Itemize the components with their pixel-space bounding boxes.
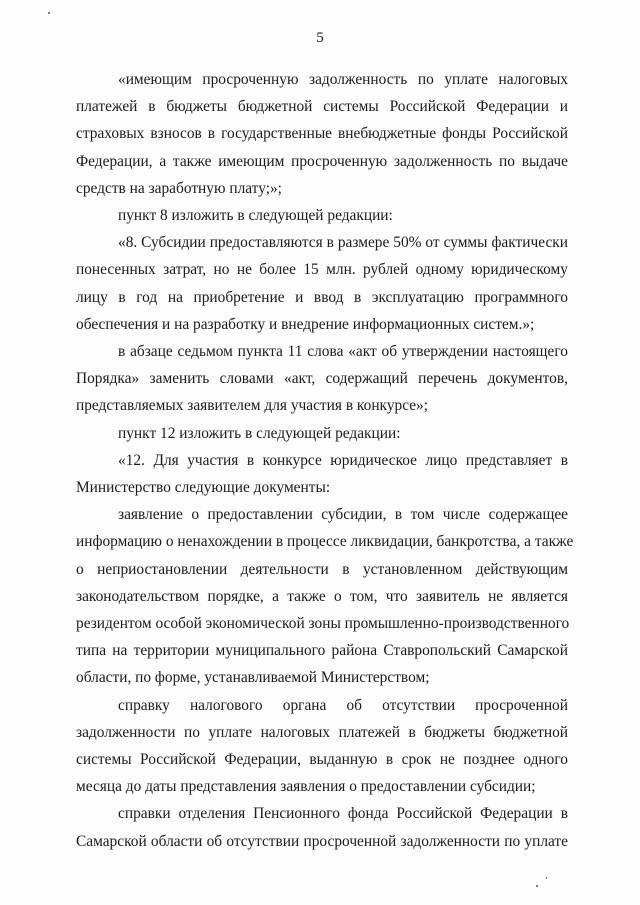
text-line: области, по форме, устанавливаемой Министерством;	[76, 669, 430, 687]
text-line: «12. Для участия в конкурсе юридическое лицо представляет в	[118, 451, 568, 469]
text-line: справку налогового органа об отсутствии просроченной	[118, 696, 568, 714]
text-line: справки отделения Пенсионного фонда Российской Федерации в	[118, 805, 568, 823]
scan-speck	[546, 877, 547, 879]
text-line: информацию о ненахождении в процессе ликвидации, банкротства, а также	[76, 533, 574, 551]
text-line: задолженности по уплате налоговых платежей в бюджеты бюджетной	[76, 723, 568, 741]
text-line: Самарской области об отсутствии просроченной задолженности по уплате	[76, 832, 568, 850]
text-line: в абзаце седьмом пункта 11 слова «акт об утверждении настоящего	[118, 343, 568, 360]
text-line: о неприостановлении деятельности в установленном действующим	[76, 560, 568, 578]
text-line: представляемых заявителем для участия в конкурсе»;	[76, 397, 429, 415]
text-line: Федерации, а также имеющим просроченную задолженность по выдаче	[76, 152, 568, 170]
text-line: месяца до даты представления заявления о предоставлении субсидии;	[76, 778, 536, 796]
text-line: типа на территории муниципального района Ставропольский Самарской	[76, 642, 568, 660]
text-line: «имеющим просроченную задолженность по уплате налоговых	[118, 71, 568, 88]
text-line: средств на заработную плату;»;	[76, 179, 282, 197]
text-line: понесенных затрат, но не более 15 млн. рублей одному юридическому	[76, 261, 568, 279]
text-line: Министерство следующие документы:	[76, 479, 331, 496]
text-line: обеспечения и на разработку и внедрение информационных систем.»;	[76, 315, 535, 333]
text-line: платежей в бюджеты бюджетной системы Российской Федерации и	[76, 98, 568, 116]
scan-speck	[48, 12, 50, 14]
scan-speck	[536, 885, 538, 887]
text-line: законодательством порядке, а также о том, что заявитель не является	[76, 587, 568, 605]
text-line: лицу в год на приобретение и ввод в эксплуатацию программного	[76, 288, 568, 306]
text-line: Порядка» заменить словами «акт, содержащий перечень документов,	[76, 370, 568, 388]
text-line: резидентом особой экономической зоны промышленно-производственного	[76, 615, 570, 632]
text-line: «8. Субсидии предоставляются в размере 50% от суммы фактически	[118, 234, 568, 252]
page-number: 5	[316, 30, 324, 46]
text-line: пункт 8 изложить в следующей редакции:	[118, 207, 393, 224]
text-line: страховых взносов в государственные внебюджетные фонды Российской	[76, 125, 568, 143]
text-line: заявление о предоставлении субсидии, в том числе содержащее	[118, 506, 568, 524]
text-line: системы Российской Федерации, выданную в срок не позднее одного	[76, 751, 568, 768]
text-line: пункт 12 изложить в следующей редакции:	[118, 424, 401, 442]
